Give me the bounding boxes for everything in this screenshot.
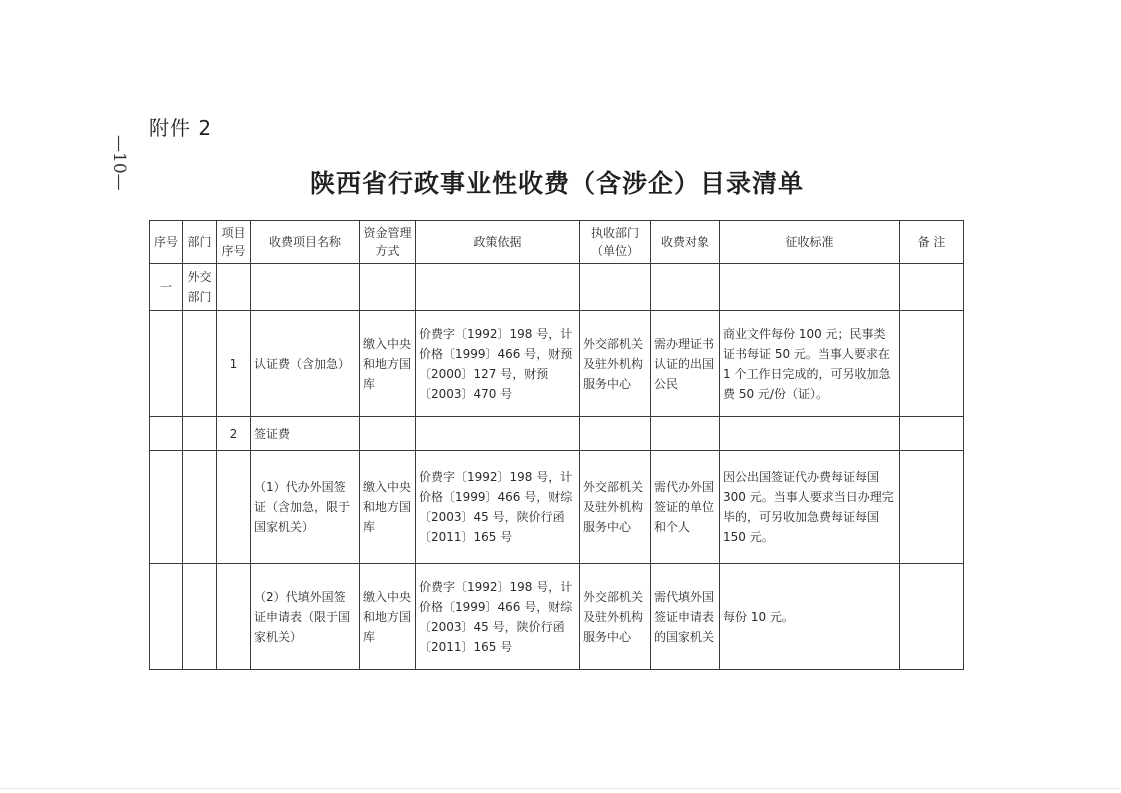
- fee-target: [651, 417, 720, 451]
- empty-cell: [720, 264, 900, 311]
- header-dept: 部门: [183, 221, 217, 264]
- note: [900, 311, 964, 417]
- item-no: [217, 564, 251, 670]
- table-row: [150, 417, 964, 451]
- table-header-row: [150, 221, 964, 264]
- note: [900, 451, 964, 564]
- header-item-name: 收费项目名称: [251, 221, 360, 264]
- item-name: （2）代填外国签证申请表（限于国家机关）: [251, 564, 360, 670]
- empty-cell: [900, 264, 964, 311]
- dept-index: 一: [150, 264, 183, 311]
- empty-cell: [150, 564, 183, 670]
- policy-basis: 价费字〔1992〕198 号，计价格〔1999〕466 号，财综〔2003〕45 号，陕价行函〔2011〕165 号: [416, 564, 580, 670]
- header-seq: 序号: [150, 221, 183, 264]
- empty-cell: [183, 451, 217, 564]
- item-name: 签证费: [251, 417, 360, 451]
- header-fund-mgmt: 资金管理方式: [360, 221, 416, 264]
- note: [900, 417, 964, 451]
- fee-target: 需代填外国签证申请表的国家机关: [651, 564, 720, 670]
- fee-standard: 每份 10 元。: [720, 564, 900, 670]
- fee-standard: 商业文件每份 100 元；民事类证书每证 50 元。当事人要求在 1 个工作日完成的，可另收加急费 50 元/份（证）。: [720, 311, 900, 417]
- header-standard: 征收标准: [720, 221, 900, 264]
- empty-cell: [360, 264, 416, 311]
- attachment-label: 附件 2: [149, 116, 213, 140]
- header-target: 收费对象: [651, 221, 720, 264]
- empty-cell: [183, 564, 217, 670]
- fee-target: 需代办外国签证的单位和个人: [651, 451, 720, 564]
- item-no: 2: [217, 417, 251, 451]
- fund-mgmt: 缴入中央和地方国库: [360, 451, 416, 564]
- header-collector: 执收部门（单位）: [580, 221, 651, 264]
- fund-mgmt: 缴入中央和地方国库: [360, 311, 416, 417]
- fund-mgmt: 缴入中央和地方国库: [360, 564, 416, 670]
- department-row: [150, 264, 964, 311]
- collector: 外交部机关及驻外机构服务中心: [580, 311, 651, 417]
- empty-cell: [150, 311, 183, 417]
- policy-basis: 价费字〔1992〕198 号，计价格〔1999〕466 号，财综〔2003〕45 号，陕价行函〔2011〕165 号: [416, 451, 580, 564]
- note: [900, 564, 964, 670]
- empty-cell: [217, 264, 251, 311]
- fee-standard: [720, 417, 900, 451]
- item-name: 认证费（含加急）: [251, 311, 360, 417]
- empty-cell: [580, 264, 651, 311]
- page-edge-divider: [0, 788, 1121, 789]
- empty-cell: [183, 417, 217, 451]
- collector: 外交部机关及驻外机构服务中心: [580, 451, 651, 564]
- empty-cell: [251, 264, 360, 311]
- table-row: [150, 451, 964, 564]
- fee-catalog-table: [149, 220, 964, 670]
- empty-cell: [651, 264, 720, 311]
- dept-name: 外交部门: [183, 264, 217, 311]
- fee-target: 需办理证书认证的出国公民: [651, 311, 720, 417]
- item-name: （1）代办外国签证（含加急，限于国家机关）: [251, 451, 360, 564]
- table-row: [150, 564, 964, 670]
- header-note: 备 注: [900, 221, 964, 264]
- header-policy: 政策依据: [416, 221, 580, 264]
- empty-cell: [150, 451, 183, 564]
- fund-mgmt: [360, 417, 416, 451]
- empty-cell: [416, 264, 580, 311]
- table-row: [150, 311, 964, 417]
- page-number: —10—: [109, 135, 129, 191]
- empty-cell: [183, 311, 217, 417]
- item-no: 1: [217, 311, 251, 417]
- document-title: 陕西省行政事业性收费（含涉企）目录清单: [309, 169, 804, 198]
- empty-cell: [150, 417, 183, 451]
- item-no: [217, 451, 251, 564]
- collector: [580, 417, 651, 451]
- fee-standard: 因公出国签证代办费每证每国 300 元。当事人要求当日办理完毕的，可另收加急费每证每国 150 元。: [720, 451, 900, 564]
- collector: 外交部机关及驻外机构服务中心: [580, 564, 651, 670]
- header-item-no: 项目序号: [217, 221, 251, 264]
- policy-basis: [416, 417, 580, 451]
- policy-basis: 价费字〔1992〕198 号，计价格〔1999〕466 号，财预〔2000〕127 号，财预〔2003〕470 号: [416, 311, 580, 417]
